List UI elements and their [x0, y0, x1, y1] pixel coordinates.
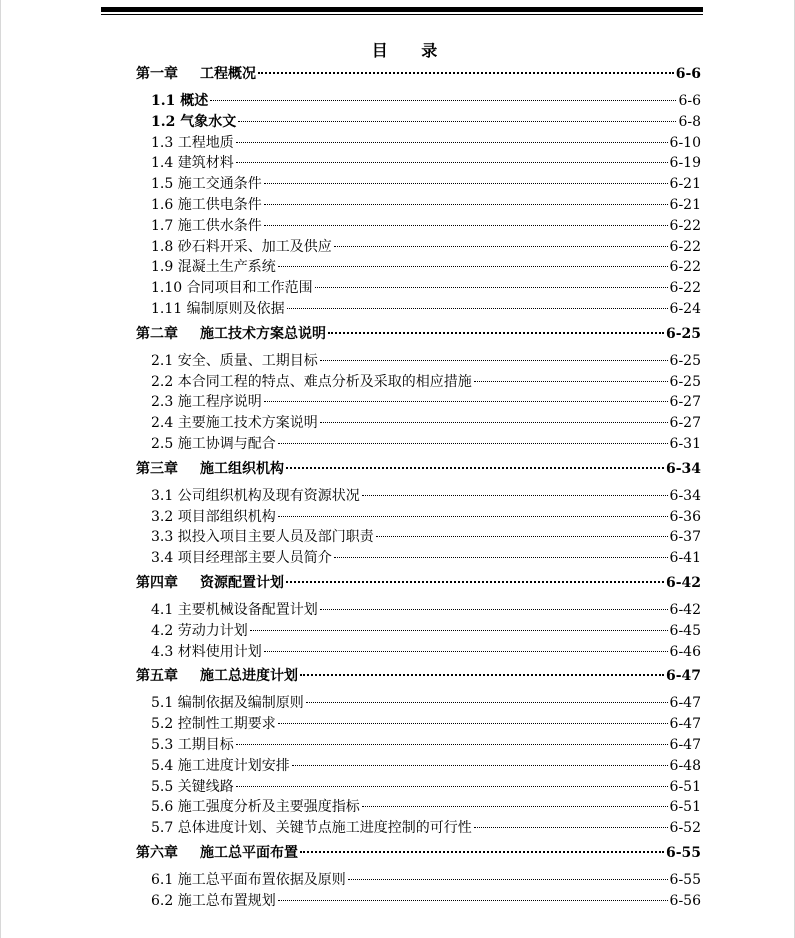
section-page-number: 6-37 [669, 529, 701, 546]
toc-section-entry[interactable] [136, 372, 701, 393]
section-label: 6.2 施工总布置规划 [151, 892, 276, 909]
toc-chapter-entry[interactable] [136, 458, 701, 480]
section-page-number: 6-22 [669, 217, 701, 234]
section-label: 5.4 施工进度计划安排 [151, 757, 290, 774]
toc-section-entry[interactable] [136, 527, 701, 548]
chapter-number: 第四章 [136, 574, 178, 591]
dot-leader [320, 421, 668, 423]
section-label: 2.5 施工协调与配合 [151, 435, 276, 452]
toc-section-entry[interactable] [136, 237, 701, 258]
table-of-contents [136, 63, 701, 912]
section-label: 1.10 合同项目和工作范围 [151, 280, 313, 297]
section-page-number: 6-21 [669, 176, 701, 193]
section-page-number: 6-47 [669, 736, 701, 753]
chapter-title: 施工总平面布置 [200, 844, 298, 861]
dot-leader [320, 359, 668, 361]
dot-leader [287, 307, 668, 309]
toc-section-entry[interactable] [136, 413, 701, 434]
section-page-number: 6-27 [669, 394, 701, 411]
toc-title: 目 录 [371, 41, 452, 60]
dot-leader [278, 442, 668, 444]
dot-leader [210, 99, 676, 101]
dot-leader [286, 580, 664, 583]
toc-section-entry[interactable] [136, 91, 701, 112]
toc-section-entry[interactable] [136, 174, 701, 195]
toc-chapter-entry[interactable] [136, 63, 701, 85]
dot-leader [328, 331, 664, 334]
dot-leader [238, 120, 676, 122]
toc-section-entry[interactable] [136, 278, 701, 299]
section-page-number: 6-25 [669, 352, 701, 369]
section-label: 2.1 安全、质量、工期目标 [151, 352, 318, 369]
toc-section-entry[interactable] [136, 351, 701, 372]
chapter-label [136, 665, 298, 687]
dot-leader [278, 722, 668, 724]
toc-section-entry[interactable] [136, 714, 701, 735]
toc-section-entry[interactable] [136, 870, 701, 891]
section-page-number: 6-36 [669, 508, 701, 525]
dot-leader [250, 629, 668, 631]
section-label: 5.5 关键线路 [151, 778, 234, 795]
chapter-title: 施工技术方案总说明 [200, 325, 326, 342]
dot-leader [474, 826, 668, 828]
toc-chapter-entry[interactable] [136, 842, 701, 864]
chapter-page-number: 6-6 [675, 66, 701, 82]
section-page-number: 6-34 [669, 487, 701, 504]
section-page-number: 6-31 [669, 435, 701, 452]
section-label: 1.2 气象水文 [151, 113, 237, 130]
chapter-label [136, 572, 284, 594]
section-label: 4.1 主要机械设备配置计划 [151, 601, 318, 618]
toc-section-entry[interactable] [136, 507, 701, 528]
section-label: 1.11 编制原则及依据 [151, 300, 285, 317]
chapter-label [136, 842, 298, 864]
chapter-label [136, 458, 284, 480]
section-label: 2.3 施工程序说明 [151, 394, 262, 411]
dot-leader [348, 878, 668, 880]
toc-chapter-entry[interactable] [136, 665, 701, 687]
toc-section-entry[interactable] [136, 548, 701, 569]
header-rule-thick [101, 7, 703, 12]
section-label: 1.7 施工供水条件 [151, 217, 262, 234]
section-label: 3.1 公司组织机构及现有资源状况 [151, 487, 360, 504]
chapter-title: 工程概况 [200, 66, 256, 82]
dot-leader [286, 466, 664, 469]
section-page-number: 6-21 [669, 196, 701, 213]
section-page-number: 6-46 [669, 643, 701, 660]
section-page-number: 6-27 [669, 415, 701, 432]
dot-leader [376, 535, 668, 537]
section-label: 1.6 施工供电条件 [151, 196, 262, 213]
dot-leader [315, 286, 668, 288]
section-page-number: 6-42 [669, 601, 701, 618]
section-label: 1.8 砂石料开采、加工及供应 [151, 238, 332, 255]
toc-section-entry[interactable] [136, 133, 701, 154]
dot-leader [236, 141, 668, 143]
section-label: 5.1 编制依据及编制原则 [151, 695, 304, 712]
toc-section-entry[interactable] [136, 735, 701, 756]
section-page-number: 6-25 [669, 373, 701, 390]
toc-section-entry[interactable] [136, 257, 701, 278]
section-page-number: 6-22 [669, 238, 701, 255]
section-label: 4.2 劳动力计划 [151, 622, 248, 639]
dot-leader [264, 182, 668, 184]
toc-section-entry[interactable] [136, 642, 701, 663]
section-page-number: 6-56 [669, 892, 701, 909]
dot-leader [278, 899, 668, 901]
page-border-left [0, 0, 1, 938]
toc-section-entry[interactable] [136, 486, 701, 507]
chapter-number: 第五章 [136, 668, 178, 685]
section-page-number: 6-47 [669, 695, 701, 712]
section-label: 4.3 材料使用计划 [151, 643, 262, 660]
chapter-label [136, 323, 326, 345]
chapter-number: 第一章 [136, 66, 178, 82]
chapter-title: 施工组织机构 [200, 460, 284, 477]
header-rule-thin [101, 14, 703, 15]
section-label: 2.2 本合同工程的特点、难点分析及采取的相应措施 [151, 373, 472, 390]
section-label: 1.9 混凝土生产系统 [151, 259, 276, 276]
section-label: 5.2 控制性工期要求 [151, 716, 276, 733]
toc-section-entry[interactable] [136, 216, 701, 237]
section-page-number: 6-22 [669, 280, 701, 297]
toc-section-entry[interactable] [136, 891, 701, 912]
section-label: 2.4 主要施工技术方案说明 [151, 415, 318, 432]
dot-leader [278, 515, 668, 517]
chapter-page-number: 6-34 [665, 460, 701, 477]
toc-section-entry[interactable] [136, 621, 701, 642]
section-label: 3.3 拟投入项目主要人员及部门职责 [151, 529, 374, 546]
dot-leader [264, 224, 668, 226]
toc-section-entry[interactable] [136, 112, 701, 133]
toc-section-entry[interactable] [136, 797, 701, 818]
chapter-title: 资源配置计划 [200, 574, 284, 591]
section-label: 5.6 施工强度分析及主要强度指标 [151, 799, 360, 816]
section-label: 1.5 施工交通条件 [151, 176, 262, 193]
chapter-page-number: 6-47 [665, 668, 701, 685]
chapter-number: 第三章 [136, 460, 178, 477]
section-label: 1.1 概述 [151, 93, 209, 109]
toc-section-entry[interactable] [136, 195, 701, 216]
dot-leader [264, 203, 668, 205]
dot-leader [278, 265, 668, 267]
section-page-number: 6-22 [669, 259, 701, 276]
section-label: 5.3 工期目标 [151, 736, 234, 753]
dot-leader [474, 380, 668, 382]
section-page-number: 6-55 [669, 871, 701, 888]
toc-section-entry[interactable] [136, 756, 701, 777]
dot-leader [236, 785, 668, 787]
dot-leader [334, 556, 668, 558]
toc-section-entry[interactable] [136, 434, 701, 455]
section-label: 1.3 工程地质 [151, 134, 234, 151]
dot-leader [334, 245, 668, 247]
section-label: 5.7 总体进度计划、关键节点施工进度控制的可行性 [151, 820, 472, 837]
dot-leader [362, 494, 668, 496]
dot-leader [292, 764, 668, 766]
toc-section-entry[interactable] [136, 153, 701, 174]
toc-section-entry[interactable] [136, 777, 701, 798]
toc-section-entry[interactable] [136, 818, 701, 839]
dot-leader [300, 850, 664, 853]
section-page-number: 6-10 [669, 134, 701, 151]
dot-leader [362, 805, 668, 807]
section-page-number: 6-6 [678, 93, 701, 109]
toc-section-entry[interactable] [136, 600, 701, 621]
toc-section-entry[interactable] [136, 299, 701, 320]
dot-leader [264, 400, 668, 402]
chapter-page-number: 6-55 [665, 844, 701, 861]
chapter-page-number: 6-25 [665, 325, 701, 342]
dot-leader [258, 71, 674, 74]
section-page-number: 6-48 [669, 757, 701, 774]
dot-leader [236, 161, 668, 163]
dot-leader [306, 701, 668, 703]
chapter-number: 第六章 [136, 844, 178, 861]
section-label: 1.4 建筑材料 [151, 155, 234, 172]
section-page-number: 6-19 [669, 155, 701, 172]
section-page-number: 6-8 [678, 113, 701, 130]
chapter-number: 第二章 [136, 325, 178, 342]
toc-section-entry[interactable] [136, 392, 701, 413]
dot-leader [300, 673, 664, 676]
section-label: 6.1 施工总平面布置依据及原则 [151, 871, 346, 888]
dot-leader [264, 650, 668, 652]
section-page-number: 6-51 [669, 778, 701, 795]
dot-leader [320, 608, 668, 610]
section-label: 3.4 项目经理部主要人员简介 [151, 550, 332, 567]
section-page-number: 6-45 [669, 622, 701, 639]
toc-section-entry[interactable] [136, 693, 701, 714]
chapter-label [136, 63, 256, 85]
section-label: 3.2 项目部组织机构 [151, 508, 276, 525]
toc-chapter-entry[interactable] [136, 323, 701, 345]
section-page-number: 6-41 [669, 550, 701, 567]
toc-chapter-entry[interactable] [136, 572, 701, 594]
chapter-title: 施工总进度计划 [200, 668, 298, 685]
dot-leader [236, 743, 668, 745]
section-page-number: 6-47 [669, 716, 701, 733]
chapter-page-number: 6-42 [665, 574, 701, 591]
section-page-number: 6-52 [669, 820, 701, 837]
section-page-number: 6-51 [669, 799, 701, 816]
section-page-number: 6-24 [669, 300, 701, 317]
